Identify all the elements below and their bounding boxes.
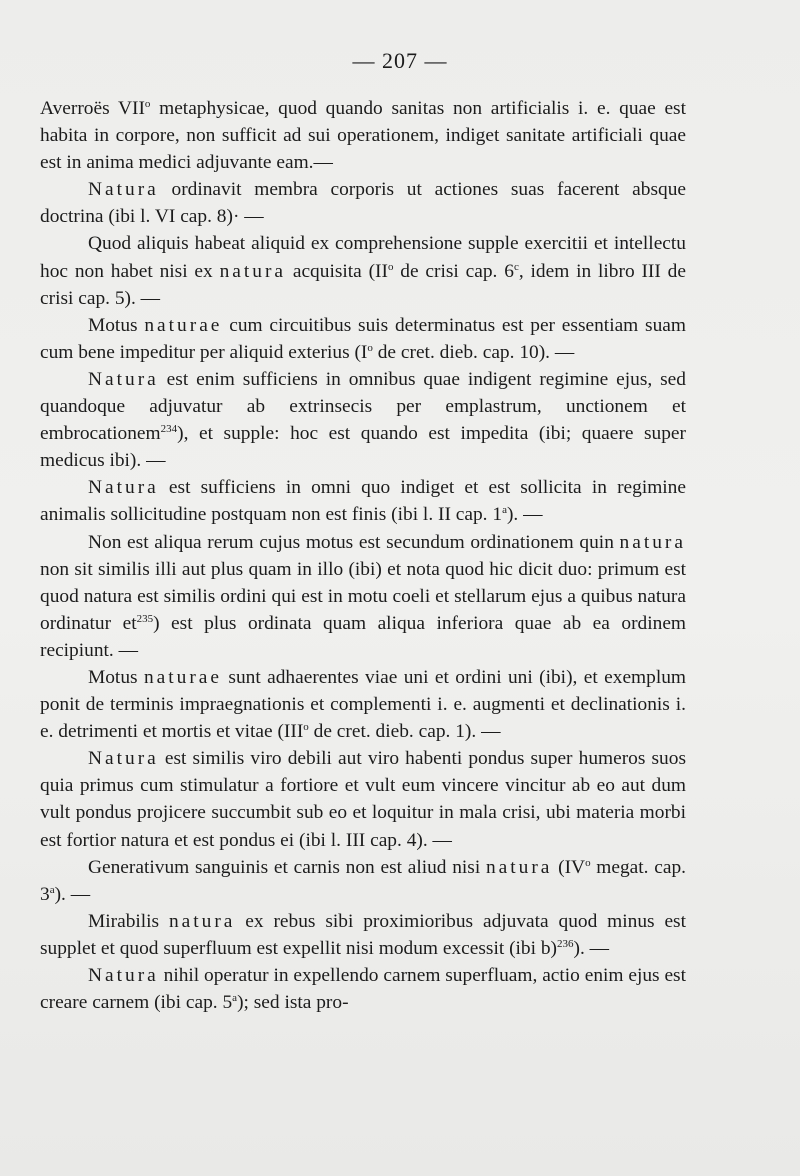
paragraph (40, 664, 686, 745)
text-run: ), et supple: hoc est quando est impedita (ibi; quaere super medicus ibi). — (40, 423, 686, 472)
text-run: Generativum sanguinis et carnis non est aliud nisi (88, 856, 486, 878)
text-run: Motus (88, 666, 144, 688)
text-run: de cret. dieb. cap. 10). — (372, 341, 575, 363)
spaced-emphasis: natura (219, 260, 287, 282)
text-run: cum circuitibus suis determinatus est per essentiam suam cum bene impeditur per aliquid exterius (I (40, 314, 686, 363)
paragraph (40, 854, 686, 908)
text-run: (IV (552, 856, 586, 878)
text-run: ) est plus ordinata quam aliqua inferiora quae ab ea ordinem recipiunt. — (40, 612, 687, 661)
text-run: ). — (506, 504, 543, 526)
text-run: Motus (88, 314, 145, 336)
paragraph (40, 95, 686, 176)
text-run: ). — (54, 883, 91, 905)
superscript: a (502, 504, 507, 517)
spaced-emphasis: Natura (88, 748, 159, 770)
superscript: o (387, 260, 394, 273)
superscript: o (367, 341, 373, 354)
page-number: — 207 — (352, 48, 448, 73)
superscript: 236 (557, 937, 574, 950)
superscript: 234 (160, 423, 178, 436)
text-run: est sufficiens in omni quo indiget et est sollicita in regimine animalis sollicitudine postquam non est finis (ibi l. II cap. 1 (40, 477, 686, 526)
spaced-emphasis: natura (619, 531, 686, 553)
spaced-emphasis: naturae (143, 666, 223, 688)
text-run: Quod aliquis habeat aliquid ex comprehensione supple exercitii et intellectu hoc non habet nisi ex (40, 233, 686, 282)
superscript: c (513, 260, 519, 273)
text-run: sunt adhaerentes viae uni et ordini uni (ibi), et exemplum ponit de terminis impraegnationis et complementi i. e. augmenti et declinationis i. e. detrimenti et mortis et vitae (III (40, 666, 686, 743)
superscript: a (232, 992, 238, 1005)
text-run: ex rebus sibi proximioribus adjuvata quod minus est supplet et quod superfluum est expellit nisi modum excessit (ibi b) (40, 910, 686, 959)
paragraph (40, 529, 686, 664)
paragraph (40, 908, 686, 962)
paragraph (40, 366, 686, 474)
spaced-emphasis: natura (485, 856, 553, 878)
superscript: 235 (136, 612, 154, 625)
paragraph (40, 745, 686, 853)
text-run: acquisita (II (286, 260, 388, 282)
text-run: metaphysicae, quod quando sanitas non artificialis i. e. quae est habita in corpore, non sufficit ad sui operationem, indiget sanitate artificiali quae est in anima medici adjuvante eam.— (40, 98, 686, 174)
superscript: o (144, 98, 151, 110)
text-run: ); sed ista pro- (237, 992, 349, 1014)
superscript: o (303, 721, 309, 734)
text-run: megat. cap. 3 (40, 856, 686, 905)
paragraph (40, 230, 686, 311)
spaced-emphasis: natura (168, 910, 236, 932)
text-run: de crisi cap. 6 (393, 260, 514, 282)
text-run: est similis viro debili aut viro habenti pondus super humeros suos quia primus cum stimulatur a fortiore et vult eum vincere vincitur ab eo aut dum vult pondus projicere succumbit sub eo et loquitur in mala crisi, ubi materia morbi est fortior natura et est pondus ei (ibi l. III cap. 4). — (40, 748, 686, 851)
text-run: Mirabilis (88, 910, 169, 932)
text-run: Non est aliqua rerum cujus motus est secundum ordinationem quin (88, 531, 620, 553)
text-run: , idem in libro III de crisi cap. 5). — (40, 260, 686, 309)
body-text (40, 95, 686, 1016)
text-run: ordinavit membra corporis ut actiones suas facerent absque doctrina (ibi l. VI cap. 8)· — (40, 179, 686, 228)
superscript: o (585, 856, 591, 869)
spaced-emphasis: Natura (88, 179, 159, 201)
text-run: est enim sufficiens in omnibus quae indigent regimine ejus, sed quandoque adjuvatur ab extrinsecis per emplastrum, unctionem et embrocationem (40, 368, 686, 445)
paragraph (40, 176, 686, 230)
spaced-emphasis: Natura (88, 477, 159, 499)
spaced-emphasis: Natura (88, 965, 159, 986)
text-run: Averroës VII (40, 98, 145, 119)
paragraph (40, 962, 686, 1016)
text-run: nihil operatur in expellendo carnem superfluam, actio enim ejus est creare carnem (ibi cap. 5 (40, 965, 686, 1014)
text-run: non sit similis illi aut plus quam in illo (ibi) et nota quod hic dicit duo: primum est quod natura est similis ordini qui est in motu coeli et stellarum ejus a quibus natura ordinatur et (40, 558, 686, 634)
spaced-emphasis: naturae (144, 314, 223, 336)
text-run: de cret. dieb. cap. 1). — (308, 721, 501, 743)
paragraph (40, 474, 686, 528)
spaced-emphasis: Natura (88, 368, 159, 390)
paragraph (40, 312, 686, 366)
superscript: a (49, 883, 55, 896)
text-run: ). — (573, 937, 610, 959)
